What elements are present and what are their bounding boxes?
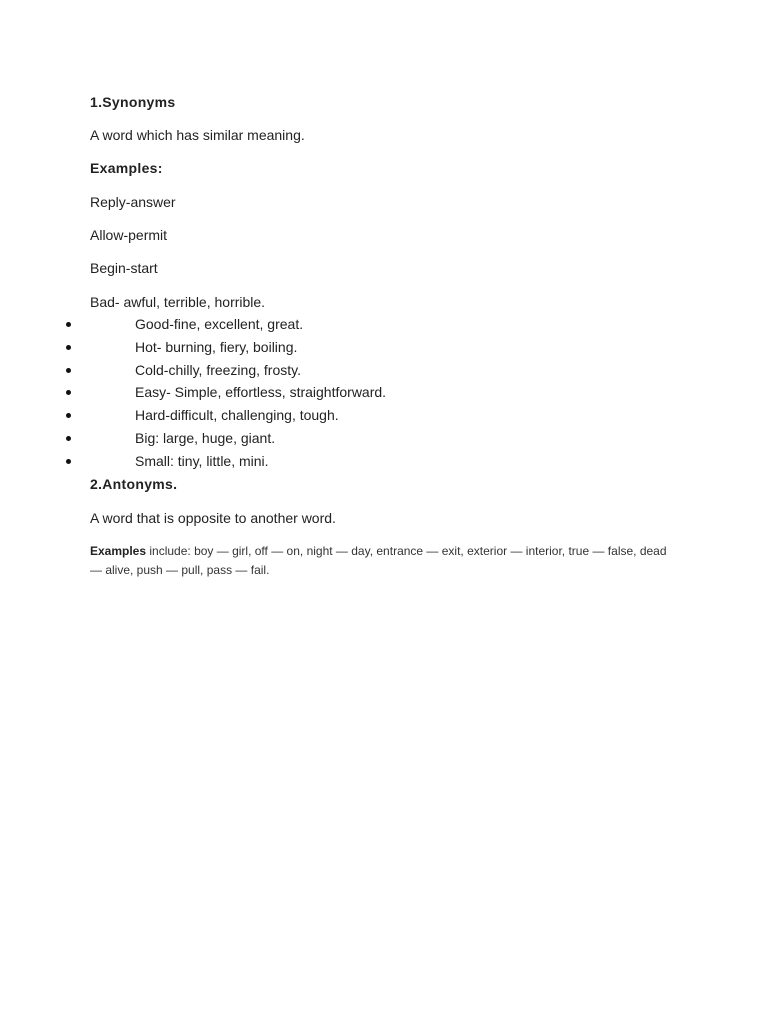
bullet-icon xyxy=(66,459,71,464)
bullet-icon xyxy=(66,322,71,327)
list-item xyxy=(0,339,768,362)
synonyms-examples-label: Examples: xyxy=(90,160,163,176)
synonym-example-3: Begin-start xyxy=(90,260,158,276)
list-item-text: Big: large, huge, giant. xyxy=(135,429,276,446)
list-item-text: Hot- burning, fiery, boiling. xyxy=(135,338,298,355)
antonyms-definition: A word that is opposite to another word. xyxy=(90,510,336,526)
bullet-icon xyxy=(66,436,71,441)
antonyms-examples-label: Examples xyxy=(90,544,147,558)
antonyms-heading: 2.Antonyms. xyxy=(90,476,178,492)
synonym-bullet-list xyxy=(0,316,768,476)
bullet-icon xyxy=(66,413,71,418)
list-item xyxy=(0,430,768,453)
list-item xyxy=(0,407,768,430)
synonyms-heading: 1.Synonyms xyxy=(90,94,176,110)
bullet-icon xyxy=(66,390,71,395)
list-item xyxy=(0,384,768,407)
bullet-icon xyxy=(66,345,71,350)
list-item xyxy=(0,453,768,476)
list-item xyxy=(0,316,768,339)
list-item-text: Small: tiny, little, mini. xyxy=(135,452,269,469)
list-item-text: Cold-chilly, freezing, frosty. xyxy=(135,361,301,378)
list-item-text: Hard-difficult, challenging, tough. xyxy=(135,407,339,424)
list-item-text: Easy- Simple, effortless, straightforward. xyxy=(135,384,387,401)
bullet-icon xyxy=(66,368,71,373)
synonym-example-2: Allow-permit xyxy=(90,227,168,243)
list-item-text: Good-fine, excellent, great. xyxy=(135,316,304,332)
synonym-example-1: Reply-answer xyxy=(90,194,176,210)
antonyms-examples-paragraph xyxy=(90,542,680,580)
synonyms-definition: A word which has similar meaning. xyxy=(90,127,305,143)
list-item xyxy=(0,362,768,385)
antonyms-examples-text: include: boy — girl, off — on, night — day, entrance — exit, exterior — interior, true — false, dead — alive, push — pull, pass — fail. xyxy=(90,544,667,577)
synonym-example-4: Bad- awful, terrible, horrible. xyxy=(90,294,266,310)
